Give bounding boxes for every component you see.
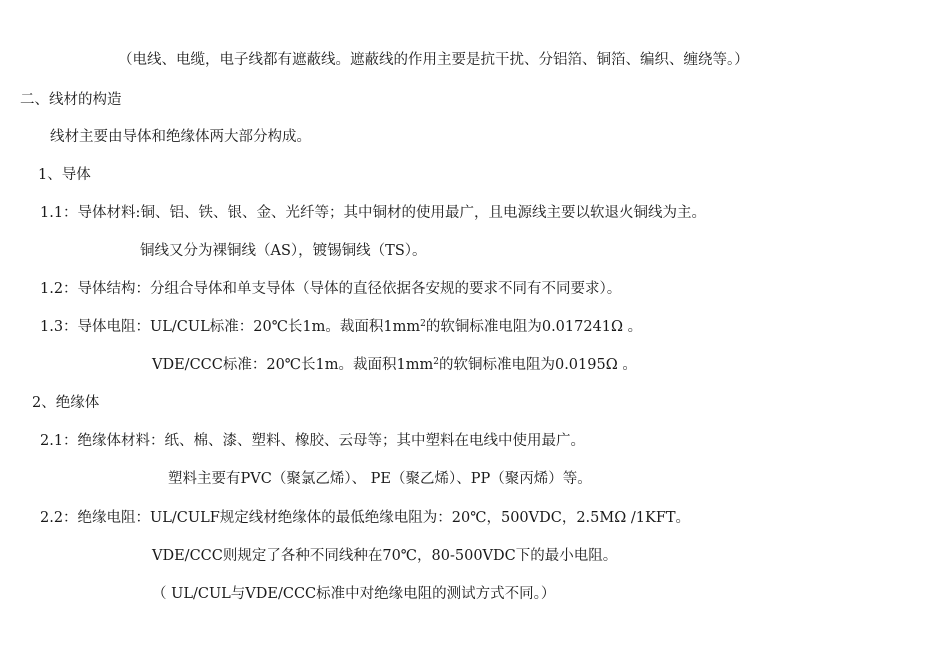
conductor-resistance-ul-text: 1.3：导体电阻：UL/CUL标准：20℃长1m。裁面积1mm — [40, 319, 421, 335]
conductor-resistance-vde-text: VDE/CCC标准：20℃长1m。裁面积1mm — [152, 357, 434, 373]
insulator-material: 2.1：绝缘体材料：纸、棉、漆、塑料、橡胶、云母等；其中塑料在电线中使用最广。 — [40, 433, 586, 449]
conductor-material: 1.1：导体材料:铜、铝、铁、银、金、光纤等；其中铜材的使用最广，且电源线主要以软退火铜线为主。 — [40, 205, 706, 221]
section-heading: 二、线材的构造 — [20, 92, 122, 108]
conductor-heading: 1、导体 — [38, 167, 91, 183]
conductor-resistance-ul-value: 的软铜标准电阻为0.017241Ω 。 — [425, 319, 643, 335]
insulator-resistance: 2.2：绝缘电阻：UL/CULF规定线材绝缘体的最低绝缘电阻为：20℃，500VDC，2.5MΩ /1KFT。 — [40, 510, 691, 526]
superscript: 2 — [433, 357, 439, 367]
insulator-resistance-vde: VDE/CCC则规定了各种不同线种在70℃，80-500VDC下的最小电阻。 — [152, 548, 618, 564]
insulator-material-cont: 塑料主要有PVC（聚氯乙烯）、 PE（聚乙烯）、PP（聚丙烯）等。 — [168, 471, 592, 487]
conductor-resistance-ul — [40, 317, 642, 337]
insulator-heading: 2、绝缘体 — [32, 395, 100, 411]
conductor-resistance-vde — [152, 355, 637, 375]
superscript: 2 — [420, 319, 426, 329]
section-intro: 线材主要由导体和绝缘体两大部分构成。 — [50, 129, 311, 145]
shield-note: （电线、电缆，电子线都有遮蔽线。遮蔽线的作用主要是抗干扰、分铝箔、铜箔、编织、缠绕等。） — [118, 52, 749, 68]
conductor-structure: 1.2：导体结构：分组合导体和单支导体（导体的直径依据各安规的要求不同有不同要求）。 — [40, 281, 622, 297]
conductor-material-cont: 铜线又分为裸铜线（AS），镀锡铜线（TS）。 — [140, 243, 427, 259]
insulator-resistance-note: （ UL/CUL与VDE/CCC标准中对绝缘电阻的测试方式不同。） — [152, 586, 556, 602]
conductor-resistance-vde-value: 的软铜标准电阻为0.0195Ω 。 — [438, 357, 637, 373]
